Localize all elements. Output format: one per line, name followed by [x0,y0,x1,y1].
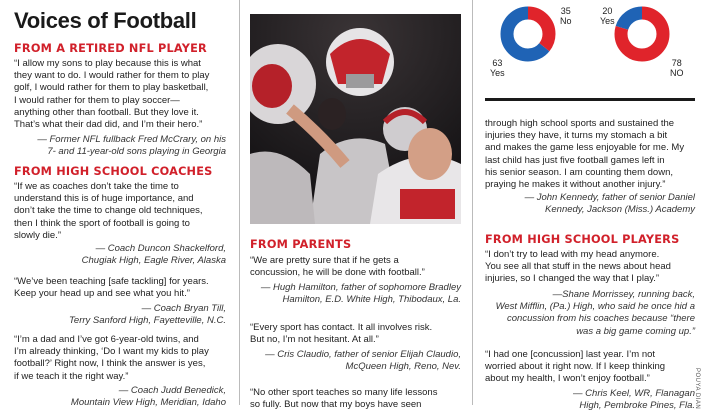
attribution-keel: — Chris Keel, WR, Flanagan High, Pembroke Pines, Fla. [573,388,695,412]
attribution-kennedy: — John Kennedy, father of senior Daniel Kennedy, Jackson (Miss.) Academy [524,192,695,216]
page-title: Voices of Football [14,8,197,33]
attribution-mccrary: — Former NFL fullback Fred McCrary, on his 7- and 11-year-old sons playing in Georgia [37,134,226,158]
quote-benedick: “I’m a dad and I’ve got 6-year-old twins, and I’m already thinking, ‘Do I want my kids to play football?’ Right now, I think the answer is yes, if we teach it the right way.” [14,334,209,382]
attribution-till: — Coach Bryan Till, Terry Sanford High, Fayetteville, N.C. [69,303,226,327]
quote-hamilton: “We are pretty sure that if he gets a concussion, he will be done with football.” [250,255,425,279]
quote-kennedy-end: through high school sports and sustained the injuries they have, it turns my stomach a bit and makes the game less enjoyable for me. My last child has just five football games left in his senior season. I am counting them down, praying he makes it without another injury.” [485,118,685,191]
column-divider-left [239,0,240,405]
attribution-benedick: — Coach Judd Benedick, Mountain View High, Meridian, Idaho [70,385,226,409]
attribution-claudio: — Cris Claudio, father of senior Elijah Claudio, McQueen High, Reno, Nev. [265,349,461,373]
players-photo-illustration [250,14,461,224]
column-divider-right [472,0,473,405]
section-head-coaches: FROM HIGH SCHOOL COACHES [14,165,213,178]
attribution-morrissey: —Shane Morrissey, running back, West Mifflin, (Pa.) High, who said he once hid a concussion from his coaches because “there was a big game coming up.” [495,289,695,337]
donut-left [507,13,549,55]
poll-donuts [485,0,695,80]
section-head-nfl: FROM A RETIRED NFL PLAYER [14,42,207,55]
donut-left-yes-label: 63 Yes [490,58,505,78]
quote-shackelford: “If we as coaches don’t take the time to understand this is of huge importance, and don’t take the time to change old techniques, then I think the sport of football is going to slowly die.” [14,181,203,241]
donut-left-no-label: 35 No [560,6,572,26]
section-head-parents: FROM PARENTS [250,238,352,251]
quote-claudio: “Every sport has contact. It all involves risk. But no, I’m not hesitant. At all.” [250,322,433,346]
donut-right [621,13,663,55]
quote-kennedy-start: “No other sport teaches so many life lessons so fully. But now that my boys have seen [250,387,438,411]
quote-keel: “I had one [concussion] last year. I’m not worried about it right now. If I keep thinking about my health, I won’t enjoy football.” [485,349,666,385]
section-rule [485,98,695,101]
quote-till: “We’ve been teaching [safe tackling] for years. Keep your head up and see what you hit.” [14,276,209,300]
donut-right-yes-label: 20 Yes [600,6,615,26]
quote-mccrary: “I allow my sons to play because this is what they want to do. I would rather for them to play golf, I would rather for them to play basketball, I would rather for them to play soccer— anything other than football. But they love it. That’s what their dad did, and I’m their hero.” [14,58,210,131]
attribution-shackelford: — Coach Duncon Shackelford, Chugiak High, Eagle River, Alaska [81,243,226,267]
photo-credit: POUYA DIAN [694,368,700,410]
attribution-hamilton: — Hugh Hamilton, father of sophomore Bradley Hamilton, E.D. White High, Thibodaux, La. [260,282,461,306]
team-photo [250,14,461,224]
quote-morrissey: “I don’t try to lead with my head anymore. You see all that stuff in the news about head injuries, so I changed the way that I play.” [485,249,671,285]
donut-right-no-label: 78 NO [670,58,684,78]
section-head-players: FROM HIGH SCHOOL PLAYERS [485,233,680,246]
